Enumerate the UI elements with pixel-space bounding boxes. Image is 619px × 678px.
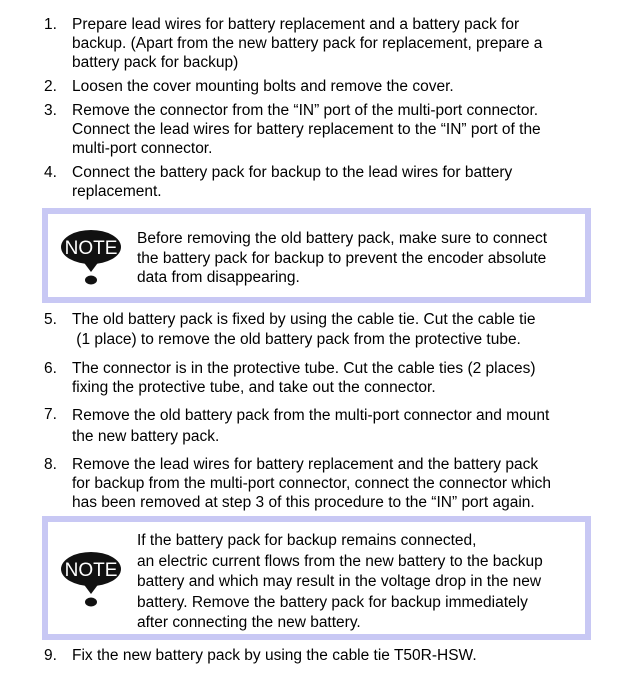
step-line: backup. (Apart from the new battery pack for replacement, prepare a — [72, 35, 543, 52]
note-icon-label: NOTE — [64, 238, 118, 259]
step-number: 6. — [44, 360, 57, 377]
step-number: 7. — [44, 406, 57, 423]
step-text — [72, 163, 597, 201]
step-line: fixing the protective tube, and take out the connector. — [72, 379, 436, 396]
step-line: the new battery pack. — [72, 428, 220, 445]
step-number: 2. — [44, 78, 57, 95]
note-icon-label: NOTE — [64, 560, 118, 581]
step-line: for backup from the multi-port connector, connect the connector which — [72, 475, 552, 492]
step-number: 3. — [44, 102, 57, 119]
note-line: Before removing the old battery pack, make sure to connect — [137, 230, 548, 247]
note-line: If the battery pack for backup remains connected, — [137, 532, 477, 549]
step-text — [72, 646, 597, 665]
note-line: after connecting the new battery. — [137, 614, 361, 631]
step-number: 9. — [44, 647, 57, 664]
step-line: The old battery pack is fixed by using the cable tie. Cut the cable tie — [72, 311, 536, 328]
step-text — [72, 77, 597, 96]
step-line: has been removed at step 3 of this procedure to the “IN” port again. — [72, 494, 535, 511]
step-line: Prepare lead wires for battery replacement and a battery pack for — [72, 16, 520, 33]
step-number: 8. — [44, 456, 57, 473]
note-text — [137, 531, 579, 634]
step-number: 1. — [44, 16, 57, 33]
step-line: battery pack for backup) — [72, 54, 239, 71]
step-line: (1 place) to remove the old battery pack from the protective tube. — [72, 331, 521, 348]
step-line: Remove the connector from the “IN” port of the multi-port connector. — [72, 102, 539, 119]
step-line: Remove the lead wires for battery replacement and the battery pack — [72, 456, 539, 473]
step-text — [72, 359, 597, 397]
step-line: Connect the lead wires for battery replacement to the “IN” port of the — [72, 121, 541, 138]
step-line: Remove the old battery pack from the multi-port connector and mount — [72, 407, 550, 424]
step-line: The connector is in the protective tube. Cut the cable ties (2 places) — [72, 360, 536, 377]
note-line: data from disappearing. — [137, 269, 300, 286]
step-line: Connect the battery pack for backup to the lead wires for battery — [72, 164, 513, 181]
step-number: 5. — [44, 311, 57, 328]
step-text — [72, 455, 597, 512]
step-text — [72, 15, 597, 72]
step-line: Fix the new battery pack by using the cable tie T50R-HSW. — [72, 647, 477, 664]
note-line: battery. Remove the battery pack for backup immediately — [137, 593, 528, 611]
note-box — [42, 208, 591, 303]
step-line: Loosen the cover mounting bolts and remove the cover. — [72, 78, 454, 95]
step-text — [72, 405, 597, 447]
note-icon — [60, 226, 122, 288]
note-line: battery and which may result in the voltage drop in the new — [137, 573, 542, 590]
step-line: replacement. — [72, 183, 162, 200]
note-box — [42, 516, 591, 640]
step-text — [72, 310, 597, 350]
step-number: 4. — [44, 164, 57, 181]
note-text — [137, 229, 579, 288]
step-line: multi-port connector. — [72, 140, 213, 157]
note-line: the battery pack for backup to prevent the encoder absolute — [137, 249, 547, 267]
step-text — [72, 101, 597, 158]
note-icon — [60, 548, 122, 610]
note-line: an electric current flows from the new battery to the backup — [137, 552, 543, 570]
